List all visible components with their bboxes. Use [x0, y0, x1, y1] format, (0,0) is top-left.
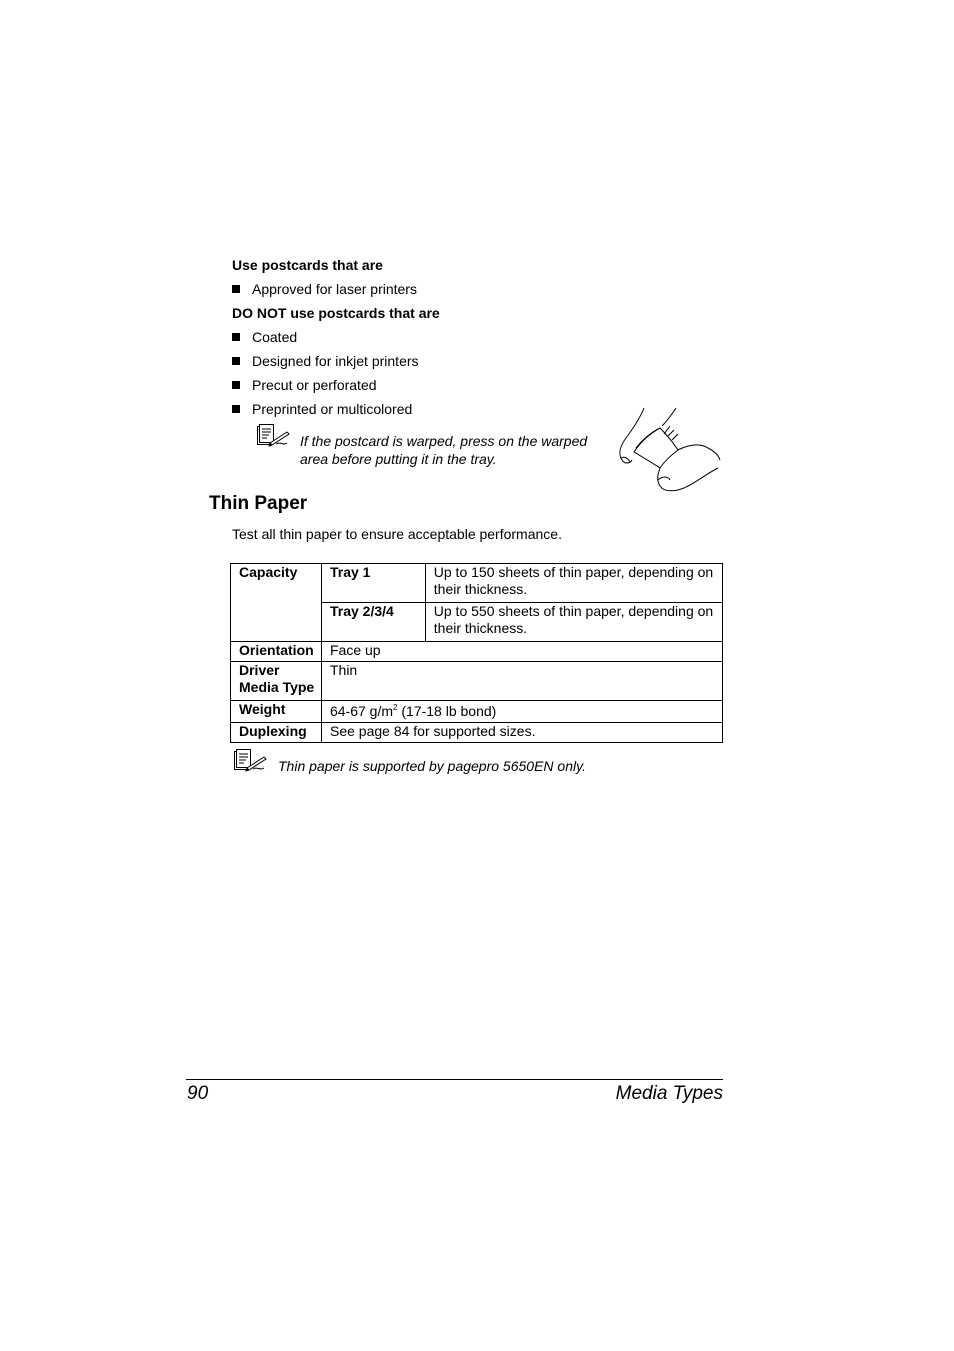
list-item: Preprinted or multicolored: [232, 401, 412, 417]
bullet-square-icon: [232, 357, 240, 365]
footer-divider: [186, 1079, 723, 1080]
table-row: [231, 723, 723, 743]
hands-bending-postcard-illustration: [614, 404, 722, 496]
tray234-label: Tray 2/3/4: [321, 603, 425, 642]
weight-label: Weight: [231, 701, 322, 723]
duplexing-value: See page 84 for supported sizes.: [321, 723, 722, 743]
note-pencil-icon: [233, 749, 267, 773]
bullet-square-icon: [232, 285, 240, 293]
thin-paper-intro: Test all thin paper to ensure acceptable performance.: [232, 526, 562, 542]
list-item: Coated: [232, 329, 297, 345]
list-item: Designed for inkjet printers: [232, 353, 419, 369]
capacity-label: Capacity: [231, 564, 322, 642]
use-postcards-heading: Use postcards that are: [232, 257, 383, 273]
bullet-square-icon: [232, 381, 240, 389]
tray1-value: Up to 150 sheets of thin paper, depending on their thickness.: [425, 564, 722, 603]
section-title: Thin Paper: [209, 493, 308, 514]
weight-value: 64-67 $g/m^2$ (17-18 lb bond): [321, 701, 722, 723]
postcard-note: If the postcard is warped, press on the warped area before putting it in the tray.: [300, 433, 588, 467]
thin-paper-spec-table: [230, 563, 723, 743]
list-item: Precut or perforated: [232, 377, 377, 393]
bullet-square-icon: [232, 333, 240, 341]
page-number: 90: [187, 1083, 209, 1104]
bullet-square-icon: [232, 405, 240, 413]
orientation-value: Face up: [321, 642, 722, 662]
footer-section-title: Media Types: [615, 1083, 723, 1104]
duplexing-label: Duplexing: [231, 723, 322, 743]
thin-paper-note: Thin paper is supported by pagepro 5650EN only.: [278, 758, 586, 774]
dont-use-postcards-heading: DO NOT use postcards that are: [232, 305, 440, 321]
tray234-value: Up to 550 sheets of thin paper, depending on their thickness.: [425, 603, 722, 642]
list-item: Approved for laser printers: [232, 281, 417, 297]
table-row: [231, 701, 723, 723]
note-pencil-icon: [256, 424, 290, 448]
tray1-label: Tray 1: [321, 564, 425, 603]
driver-media-type-label: Driver Media Type: [231, 662, 322, 701]
orientation-label: Orientation: [231, 642, 322, 662]
table-row: [231, 564, 723, 603]
table-row: [231, 662, 723, 701]
driver-media-type-value: Thin: [321, 662, 722, 701]
table-row: [231, 642, 723, 662]
